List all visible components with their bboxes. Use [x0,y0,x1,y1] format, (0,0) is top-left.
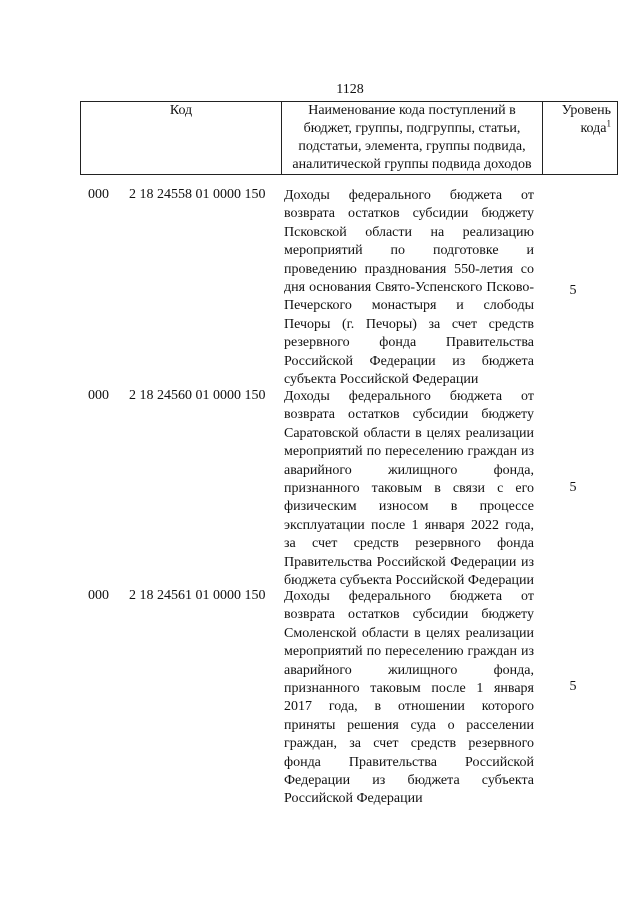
footnote-mark: 1 [606,118,611,129]
income-code: 2 18 24560 01 0000 150 [129,388,266,403]
code-prefix: 000 [88,187,109,202]
income-name: Доходы федерального бюджета от возврата остатков субсидии бюджету Смоленской области в целях реализации мероприятий по переселению граждан из аварийного жилищного фонда, признанного таковым после 1 января 2017 года, в отношении которого приняты решения суда о расселении граждан, за счет средств резервного фонда Правительства Российской Федерации из бюджета субъекта Российской Федерации [284,589,534,807]
income-name: Доходы федерального бюджета от возврата остатков субсидии бюджету Саратовской области в целях реализации мероприятий по переселению граждан из аварийного жилищного фонда, признанного таковым в связи с его физическим износом в процессе эксплуатации после 1 января 2022 года, за счет средств резервного фонда Правительства Российской Федерации из бюджета субъекта Российской Федерации [284,389,535,589]
header-code: Код [81,102,282,175]
header-level [543,102,618,175]
header-name: Наименование кода поступлений в бюджет, группы, подгруппы, статьи, подстатьи, элемента, группы подвида, аналитической группы подвида доходов [282,102,543,175]
table-header [80,101,618,175]
code-level: 5 [569,283,577,298]
code-prefix: 000 [88,588,109,603]
code-level: 5 [569,480,577,495]
code-level: 5 [569,679,577,694]
income-name: Доходы федерального бюджета от возврата остатков субсидии бюджету Псковской области на реализацию мероприятий по подготовке и проведению празднования 550-летия со дня основания Свято-Успенского Псково-Печерского монастыря и слободы Печоры (г. Печоры) за счет средств резервного фонда Правительства Российской Федерации из бюджета субъекта Российской Федерации [284,188,534,388]
code-prefix: 000 [88,388,109,403]
income-code: 2 18 24561 01 0000 150 [129,588,266,603]
header-level-label: Уровень кода [561,103,611,136]
page-number: 1128 [336,82,364,97]
income-code: 2 18 24558 01 0000 150 [129,187,266,202]
